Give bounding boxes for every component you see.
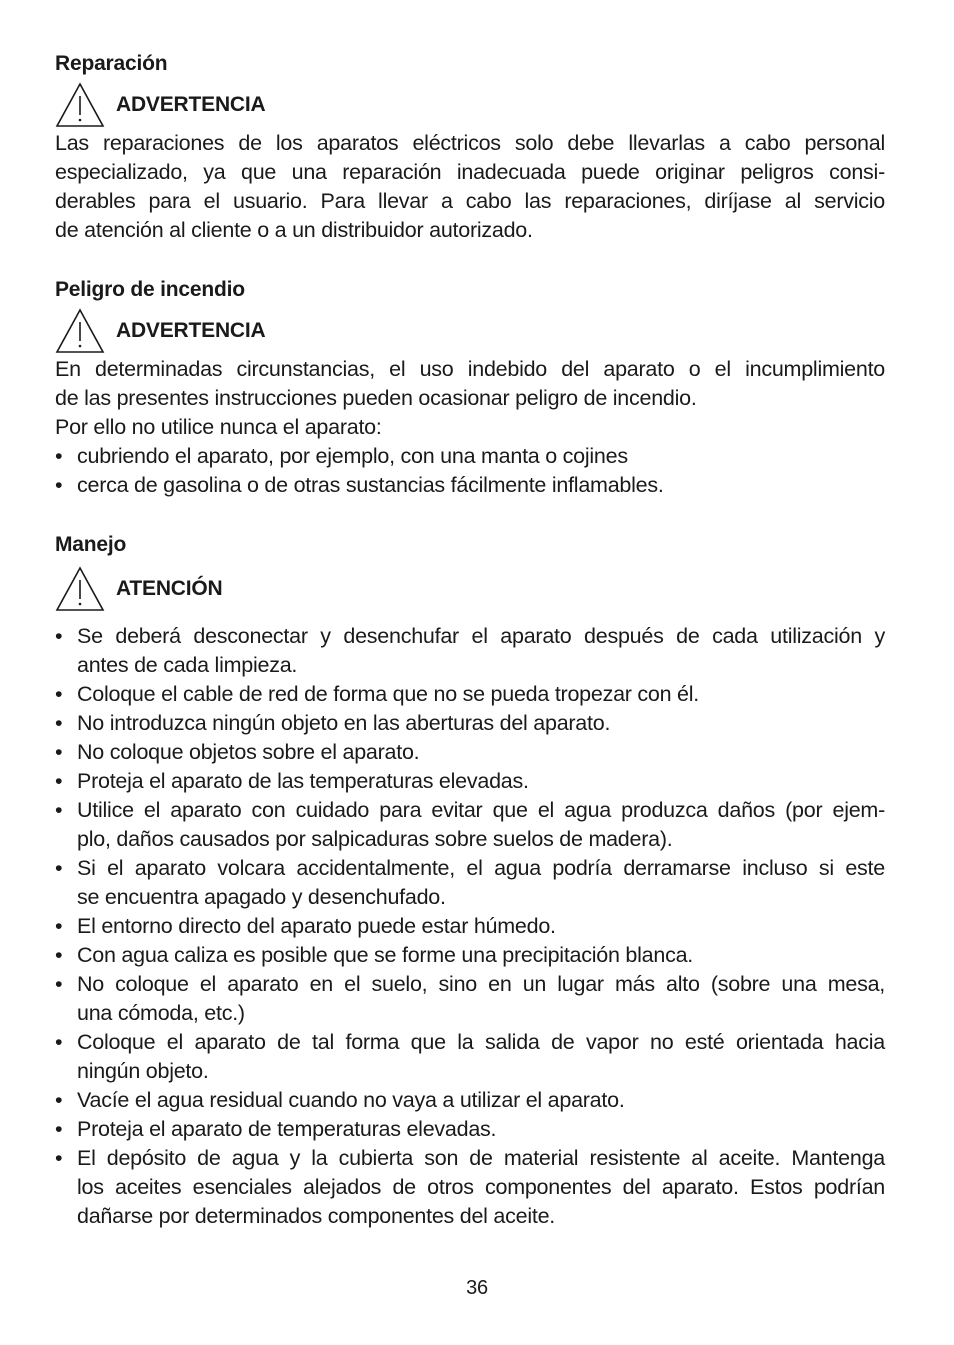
paragraph-line: especializado, ya que una reparación inadecuada puede originar peligros consi-: [55, 160, 885, 184]
bullet-glyph: •: [55, 473, 63, 497]
bullet-glyph: •: [55, 856, 63, 880]
intro-line: Por ello no utilice nunca el aparato:: [55, 415, 382, 439]
list-item: • No coloque objetos sobre el aparato.: [55, 738, 885, 767]
list-item: • No coloque el aparato en el suelo, sino en un lugar más alto (sobre una mesa, una cómoda, etc.): [55, 972, 885, 1025]
warning-block: [55, 81, 885, 129]
paragraph: [55, 355, 885, 413]
warning-label: ADVERTENCIA: [116, 319, 266, 342]
list-item: • El depósito de agua y la cubierta son de material resistente al aceite. Mantenga los aceites esenciales alejados de otros componentes del aparato. Estos podrían dañarse por determinados componentes del aceite.: [55, 1146, 885, 1228]
paragraph-line: Las reparaciones de los aparatos eléctricos solo debe llevarlas a cabo personal: [55, 131, 885, 155]
bullet-glyph: •: [55, 798, 63, 822]
paragraph-line: de atención al cliente o a un distribuidor autorizado.: [55, 218, 533, 242]
paragraph-line: En determinadas circunstancias, el uso indebido del aparato o el incumplimiento: [55, 357, 885, 381]
bullet-glyph: •: [55, 682, 63, 706]
bullet-list: [55, 622, 885, 1231]
bullet-glyph: •: [55, 624, 63, 648]
list-item: • El entorno directo del aparato puede estar húmedo.: [55, 912, 885, 941]
warning-triangle-icon: [55, 308, 105, 354]
bullet-glyph: •: [55, 1088, 63, 1112]
page-number: 36: [466, 1277, 488, 1299]
section-title-manejo: Manejo: [55, 533, 127, 556]
list-item: • Con agua caliza es posible que se forme una precipitación blanca.: [55, 941, 885, 970]
bullet-glyph: •: [55, 444, 63, 468]
bullet-glyph: •: [55, 711, 63, 735]
bullet-glyph: •: [55, 1117, 63, 1141]
bullet-glyph: •: [55, 740, 63, 764]
warning-label: ADVERTENCIA: [116, 93, 266, 116]
warning-triangle-icon: [55, 566, 105, 612]
bullet-glyph: •: [55, 1146, 63, 1170]
section-title-peligro-de-incendio: Peligro de incendio: [55, 278, 245, 301]
document-page: [55, 47, 885, 1231]
bullet-glyph: •: [55, 914, 63, 938]
warning-block: [55, 307, 885, 355]
bullet-glyph: •: [55, 972, 63, 996]
paragraph: [55, 129, 885, 245]
list-item: • Proteja el aparato de las temperaturas elevadas.: [55, 767, 885, 796]
warning-label: ATENCIÓN: [116, 577, 223, 600]
list-item: • Si el aparato volcara accidentalmente, el agua podría derramarse incluso si este se encuentra apagado y desenchufado.: [55, 856, 885, 909]
list-item: • Utilice el aparato con cuidado para evitar que el agua produzca daños (por ejem- plo, daños causados por salpicaduras sobre suelos de madera).: [55, 798, 885, 851]
paragraph-line: de las presentes instrucciones pueden ocasionar peligro de incendio.: [55, 386, 697, 410]
warning-triangle-icon: [55, 82, 105, 128]
list-item: • cerca de gasolina o de otras sustancias fácilmente inflamables.: [55, 471, 885, 500]
list-item: • No introduzca ningún objeto en las aberturas del aparato.: [55, 709, 885, 738]
list-item: • Vacíe el agua residual cuando no vaya a utilizar el aparato.: [55, 1086, 885, 1115]
bullet-glyph: •: [55, 769, 63, 793]
list-item: • Coloque el aparato de tal forma que la salida de vapor no esté orientada hacia ningún objeto.: [55, 1030, 885, 1083]
list-item: • cubriendo el aparato, por ejemplo, con una manta o cojines: [55, 442, 885, 471]
warning-block: [55, 562, 885, 616]
bullet-glyph: •: [55, 943, 63, 967]
list-item: • Coloque el cable de red de forma que no se pueda tropezar con él.: [55, 680, 885, 709]
bullet-glyph: •: [55, 1030, 63, 1054]
list-item: • Proteja el aparato de temperaturas elevadas.: [55, 1115, 885, 1144]
paragraph-line: derables para el usuario. Para llevar a cabo las reparaciones, diríjase al servicio: [55, 189, 885, 213]
bullet-list: [55, 442, 885, 500]
list-item: • Se deberá desconectar y desenchufar el aparato después de cada utilización y antes de cada limpieza.: [55, 624, 885, 677]
section-title-reparacion: Reparación: [55, 52, 168, 75]
